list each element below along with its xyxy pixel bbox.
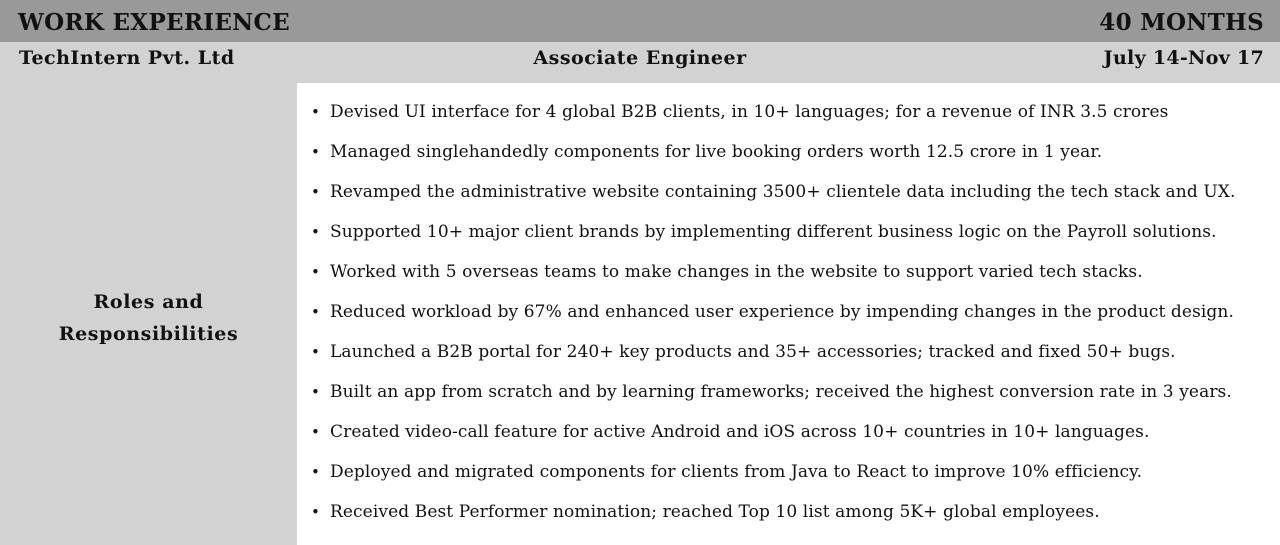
bullet-icon: • [311, 463, 320, 481]
list-item-text: Reduced workload by 67% and enhanced user experience by impending changes in the product design. [330, 302, 1234, 322]
list-item-text: Revamped the administrative website containing 3500+ clientele data including the tech stack and UX. [330, 182, 1236, 202]
list-item [311, 138, 1273, 178]
list-item-text: Created video-call feature for active Android and iOS across 10+ countries in 10+ languages. [330, 422, 1150, 442]
responsibilities-list [311, 98, 1273, 538]
bullet-icon: • [311, 103, 320, 121]
bullet-icon: • [311, 143, 320, 161]
list-item-text: Managed singlehandedly components for live booking orders worth 12.5 crore in 1 year. [330, 142, 1103, 162]
job-title: Associate Engineer [533, 47, 747, 69]
list-item-text: Launched a B2B portal for 240+ key products and 35+ accessories; tracked and fixed 50+ bugs. [330, 342, 1176, 362]
list-item [311, 338, 1273, 378]
list-item [311, 258, 1273, 298]
experience-duration: 40 MONTHS [1099, 9, 1264, 36]
list-item-text: Built an app from scratch and by learning frameworks; received the highest conversion rate in 3 years. [330, 382, 1232, 402]
bullet-icon: • [311, 183, 320, 201]
section-header [0, 0, 1280, 42]
list-item [311, 218, 1273, 258]
bullet-icon: • [311, 343, 320, 361]
list-item [311, 458, 1273, 498]
list-item-text: Devised UI interface for 4 global B2B clients, in 10+ languages; for a revenue of INR 3.5 crores [330, 102, 1169, 122]
bullet-icon: • [311, 423, 320, 441]
bullet-icon: • [311, 503, 320, 521]
list-item [311, 418, 1273, 458]
list-item [311, 178, 1273, 218]
job-dates: July 14-Nov 17 [1103, 47, 1264, 69]
section-title: WORK EXPERIENCE [18, 9, 290, 36]
list-item-text: Worked with 5 overseas teams to make changes in the website to support varied tech stacks. [330, 262, 1143, 282]
list-item-text: Deployed and migrated components for clients from Java to React to improve 10% efficiency. [330, 462, 1143, 482]
job-row [0, 42, 1280, 83]
bullet-icon: • [311, 383, 320, 401]
bullet-icon: • [311, 303, 320, 321]
list-item [311, 498, 1273, 538]
roles-label [0, 286, 297, 350]
roles-label-line2: Responsibilities [58, 323, 239, 345]
roles-label-cell [0, 83, 297, 545]
bullet-icon: • [311, 263, 320, 281]
list-item [311, 378, 1273, 418]
list-item-text: Supported 10+ major client brands by implementing different business logic on the Payroll solutions. [330, 222, 1217, 242]
roles-label-line1: Roles and [93, 291, 204, 313]
bullet-icon: • [311, 223, 320, 241]
list-item [311, 298, 1273, 338]
list-item [311, 98, 1273, 138]
company-name: TechIntern Pvt. Ltd [19, 47, 235, 69]
list-item-text: Received Best Performer nomination; reached Top 10 list among 5K+ global employees. [330, 502, 1100, 522]
